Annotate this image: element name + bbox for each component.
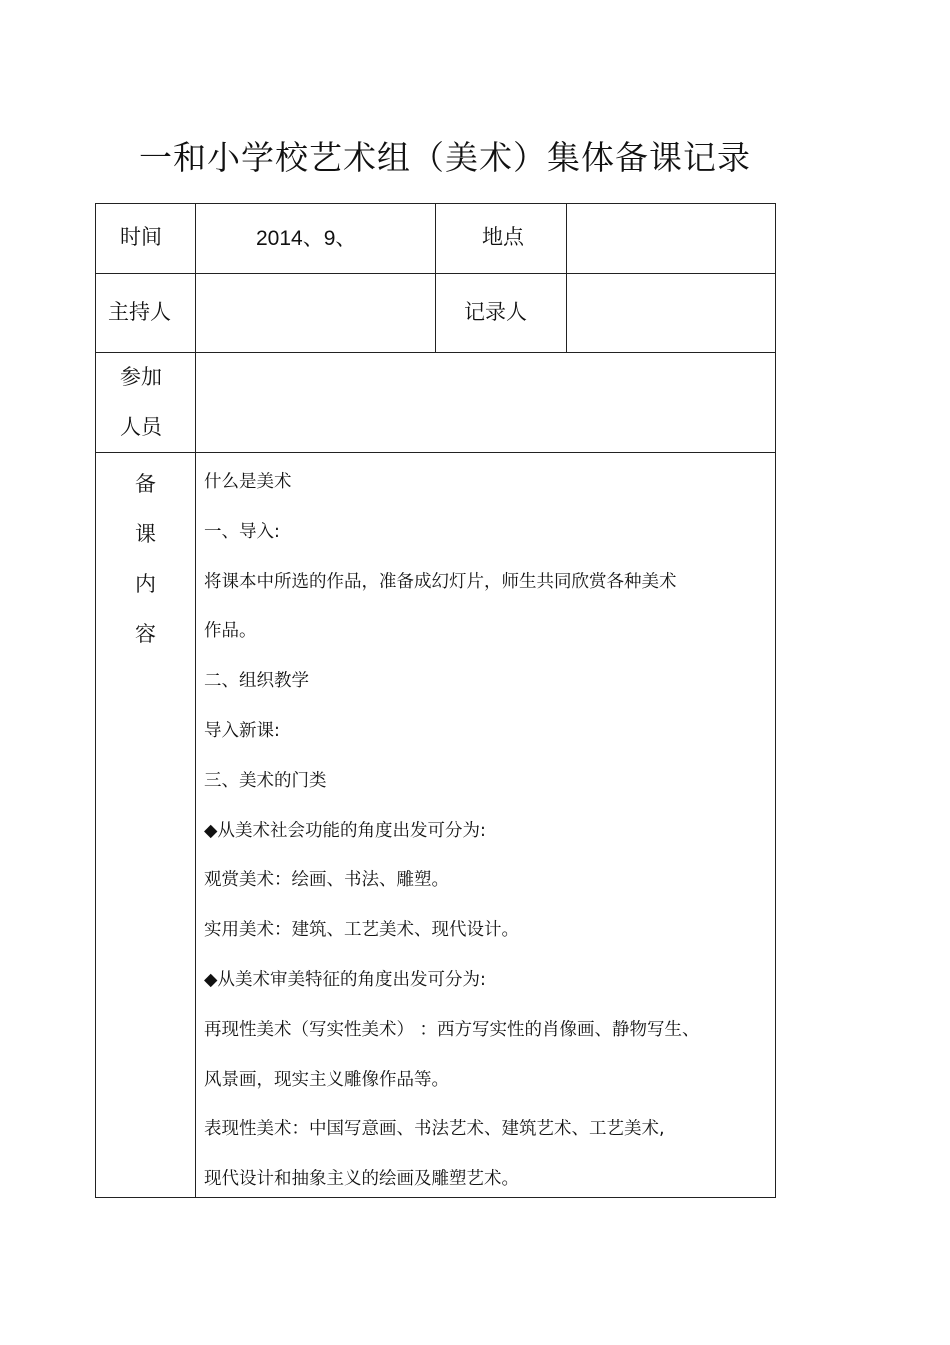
content-line: 二、组织教学 — [204, 671, 309, 692]
content-line: 什么是美术 — [204, 472, 292, 492]
content-label-char: 内 — [135, 572, 156, 596]
participants-label-line2: 人员 — [120, 415, 162, 439]
page-title: 一和小学校艺术组（美术）集体备课记录 — [139, 138, 751, 177]
content-line: 一、导入: — [204, 521, 280, 542]
content-line: ◆从美术审美特征的角度出发可分为: — [204, 969, 486, 990]
time-label: 时间 — [120, 225, 162, 249]
content-line: 表现性美术：中国写意画、书法艺术、建筑艺术、工艺美术, — [204, 1119, 665, 1140]
content-line: 三、美术的门类 — [204, 770, 327, 791]
row-divider — [96, 452, 775, 453]
place-label: 地点 — [482, 225, 524, 249]
content-label-char: 容 — [135, 622, 156, 646]
content-label-char: 课 — [135, 522, 156, 546]
content-line: 作品。 — [204, 621, 257, 642]
content-line: 再现性美术（写实性美术） ：西方写实性的肖像画、静物写生、 — [204, 1019, 700, 1040]
content-line: 风景画，现实主义雕像作品等。 — [204, 1069, 449, 1090]
column-divider — [435, 204, 436, 352]
content-line: 观赏美术：绘画、书法、雕塑。 — [204, 870, 449, 891]
content-line: 实用美术：建筑、工艺美术、现代设计。 — [204, 920, 519, 941]
host-label: 主持人 — [108, 300, 171, 324]
content-label-char: 备 — [135, 472, 156, 496]
row-divider — [96, 352, 775, 353]
content-line: 现代设计和抽象主义的绘画及雕塑艺术。 — [204, 1169, 519, 1190]
content-line: ◆从美术社会功能的角度出发可分为: — [204, 820, 486, 841]
recorder-label: 记录人 — [464, 300, 527, 324]
column-divider — [195, 204, 196, 1197]
content-line: 将课本中所选的作品，准备成幻灯片，师生共同欣赏各种美术 — [204, 571, 677, 592]
time-value: 2014、9、 — [256, 227, 357, 250]
lesson-record-table — [95, 203, 776, 1198]
participants-label-line1: 参加 — [120, 365, 162, 389]
lesson-content — [204, 458, 764, 1205]
column-divider — [566, 204, 567, 352]
content-line: 导入新课: — [204, 720, 280, 741]
